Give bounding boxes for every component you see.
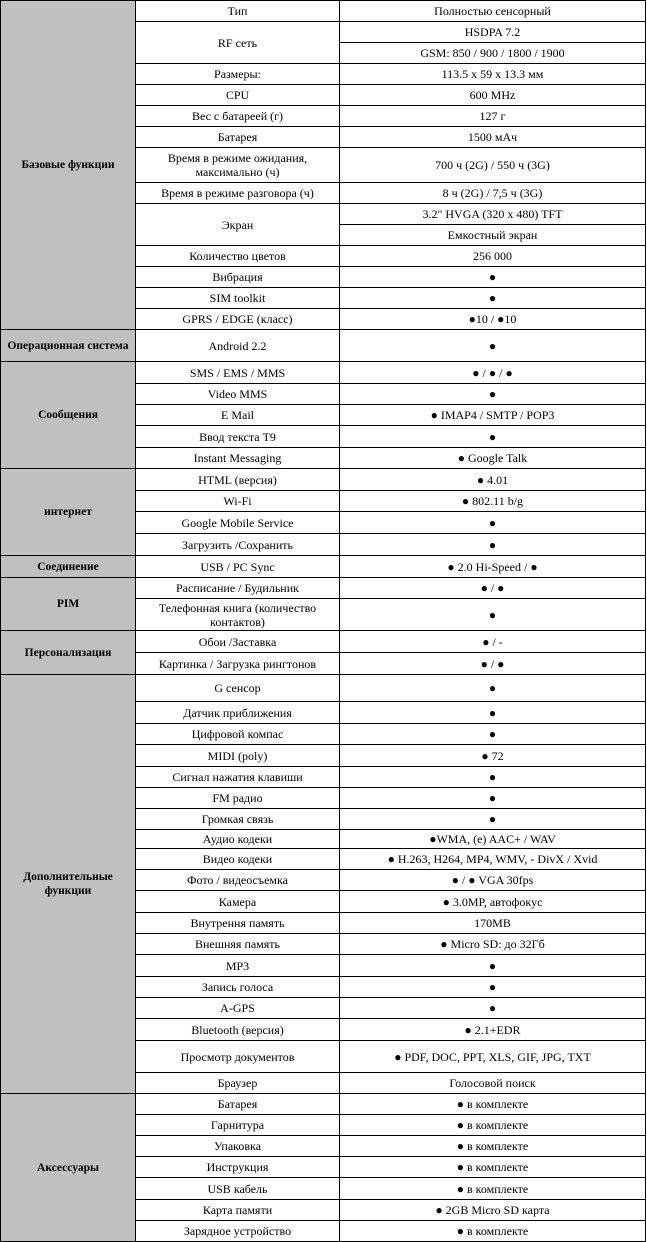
- table-row: [1, 578, 646, 599]
- feature-cell: Зарядное устройство: [136, 1221, 340, 1242]
- table-row: [1, 330, 646, 362]
- value-cell: Голосовой поиск: [340, 1073, 646, 1094]
- value-cell: Емкостный экран: [340, 225, 646, 246]
- value-cell: ●: [340, 267, 646, 288]
- feature-cell: SIM toolkit: [136, 288, 340, 309]
- feature-cell: Размеры:: [136, 64, 340, 85]
- category-cell: интернет: [1, 469, 136, 556]
- feature-cell: Android 2.2: [136, 330, 340, 362]
- value-cell: ● Google Talk: [340, 448, 646, 469]
- feature-cell: Аудио кодеки: [136, 830, 340, 849]
- feature-cell: Экран: [136, 204, 340, 246]
- feature-cell: Браузер: [136, 1073, 340, 1094]
- feature-cell: Ввод текста T9: [136, 426, 340, 448]
- feature-cell: GPRS / EDGE (класс): [136, 309, 340, 330]
- value-cell: ●: [340, 599, 646, 631]
- feature-cell: Время в режиме ожидания, максимально (ч): [136, 148, 340, 183]
- value-cell: HSDPA 7.2: [340, 22, 646, 43]
- feature-cell: Батарея: [136, 1094, 340, 1115]
- value-cell: ● Micro SD: до 32Гб: [340, 934, 646, 955]
- table-row: [1, 1, 646, 22]
- value-cell: ●: [340, 702, 646, 724]
- feature-cell: RF сеть: [136, 22, 340, 64]
- feature-cell: USB кабель: [136, 1178, 340, 1200]
- value-cell: ●: [340, 788, 646, 809]
- value-cell: ●: [340, 534, 646, 556]
- value-cell: ● PDF, DOC, PPT, XLS, GIF, JPG, TXT: [340, 1041, 646, 1073]
- feature-cell: CPU: [136, 85, 340, 106]
- value-cell: ● IMAP4 / SMTP / POP3: [340, 405, 646, 426]
- category-cell: Соединение: [1, 556, 136, 578]
- table-row: [1, 469, 646, 491]
- feature-cell: Картинка / Загрузка рингтонов: [136, 653, 340, 675]
- feature-cell: Запись голоса: [136, 977, 340, 998]
- value-cell: 113.5 x 59 x 13.3 мм: [340, 64, 646, 85]
- value-cell: ● / ●: [340, 578, 646, 599]
- value-cell: ● 2.0 Hi-Speed / ●: [340, 556, 646, 578]
- feature-cell: HTML (версия): [136, 469, 340, 491]
- category-cell: PIM: [1, 578, 136, 631]
- value-cell: ● в комплекте: [340, 1094, 646, 1115]
- table-row: [1, 675, 646, 702]
- value-cell: 256 000: [340, 246, 646, 267]
- value-cell: ●: [340, 384, 646, 405]
- feature-cell: MIDI (poly): [136, 745, 340, 767]
- feature-cell: Время в режиме разговора (ч): [136, 183, 340, 204]
- category-cell: Дополнительные функции: [1, 675, 136, 1094]
- feature-cell: Камера: [136, 891, 340, 913]
- feature-cell: MP3: [136, 955, 340, 977]
- feature-cell: Количество цветов: [136, 246, 340, 267]
- value-cell: ●: [340, 977, 646, 998]
- feature-cell: Внешняя память: [136, 934, 340, 955]
- feature-cell: Video MMS: [136, 384, 340, 405]
- feature-cell: Инструкция: [136, 1157, 340, 1178]
- value-cell: ● в комплекте: [340, 1157, 646, 1178]
- feature-cell: Обои /Заставка: [136, 631, 340, 653]
- value-cell: 1500 мАч: [340, 127, 646, 148]
- value-cell: ● 72: [340, 745, 646, 767]
- category-cell: Аксессуары: [1, 1094, 136, 1242]
- feature-cell: Цифровой компас: [136, 724, 340, 745]
- value-cell: ● в комплекте: [340, 1115, 646, 1136]
- value-cell: ●: [340, 330, 646, 362]
- feature-cell: Карта памяти: [136, 1200, 340, 1221]
- value-cell: ●10 / ●10: [340, 309, 646, 330]
- feature-cell: SMS / EMS / MMS: [136, 362, 340, 384]
- spec-table-body: [1, 1, 646, 1242]
- feature-cell: Датчик приближения: [136, 702, 340, 724]
- value-cell: ● / -: [340, 631, 646, 653]
- value-cell: ● 2.1+EDR: [340, 1019, 646, 1041]
- feature-cell: Видео кодеки: [136, 849, 340, 870]
- feature-cell: Батарея: [136, 127, 340, 148]
- value-cell: ●: [340, 998, 646, 1019]
- feature-cell: Телефонная книга (количество контактов): [136, 599, 340, 631]
- value-cell: 600 MHz: [340, 85, 646, 106]
- feature-cell: Тип: [136, 1, 340, 22]
- table-row: [1, 556, 646, 578]
- value-cell: ● в комплекте: [340, 1178, 646, 1200]
- category-cell: Базовые функции: [1, 1, 136, 330]
- feature-cell: Расписание / Будильник: [136, 578, 340, 599]
- value-cell: ●: [340, 955, 646, 977]
- value-cell: ● / ● / ●: [340, 362, 646, 384]
- value-cell: ● в комплекте: [340, 1221, 646, 1242]
- feature-cell: Instant Messaging: [136, 448, 340, 469]
- feature-cell: Загрузить /Сохранить: [136, 534, 340, 556]
- category-cell: Персонализация: [1, 631, 136, 675]
- value-cell: ●WMA, (e) AAC+ / WAV: [340, 830, 646, 849]
- feature-cell: FM радио: [136, 788, 340, 809]
- category-cell: Операционная система: [1, 330, 136, 362]
- feature-cell: Bluetooth (версия): [136, 1019, 340, 1041]
- feature-cell: Громкая связь: [136, 809, 340, 830]
- feature-cell: USB / PC Sync: [136, 556, 340, 578]
- category-cell: Сообщения: [1, 362, 136, 469]
- value-cell: ● 3.0MP, автофокус: [340, 891, 646, 913]
- value-cell: ● 802.11 b/g: [340, 491, 646, 512]
- table-row: [1, 362, 646, 384]
- feature-cell: Внутрення память: [136, 913, 340, 934]
- value-cell: ●: [340, 809, 646, 830]
- feature-cell: Сигнал нажатия клавиши: [136, 767, 340, 788]
- feature-cell: A-GPS: [136, 998, 340, 1019]
- value-cell: ●: [340, 512, 646, 534]
- value-cell: 3.2" HVGA (320 x 480) TFT: [340, 204, 646, 225]
- value-cell: Полностью сенсорный: [340, 1, 646, 22]
- feature-cell: Упаковка: [136, 1136, 340, 1157]
- table-row: [1, 631, 646, 653]
- value-cell: 8 ч (2G) / 7,5 ч (3G): [340, 183, 646, 204]
- feature-cell: Фото / видеосъемка: [136, 870, 340, 891]
- value-cell: 170MB: [340, 913, 646, 934]
- feature-cell: Просмотр документов: [136, 1041, 340, 1073]
- value-cell: ● / ● VGA 30fps: [340, 870, 646, 891]
- feature-cell: G сенсор: [136, 675, 340, 702]
- value-cell: ● H.263, H264, MP4, WMV, - DivX / Xvid: [340, 849, 646, 870]
- feature-cell: Вес с батареей (г): [136, 106, 340, 127]
- value-cell: ● 2GB Micro SD карта: [340, 1200, 646, 1221]
- feature-cell: Гарнитура: [136, 1115, 340, 1136]
- value-cell: ●: [340, 288, 646, 309]
- value-cell: ●: [340, 675, 646, 702]
- feature-cell: Вибрация: [136, 267, 340, 288]
- value-cell: GSM: 850 / 900 / 1800 / 1900: [340, 43, 646, 64]
- feature-cell: Google Mobile Service: [136, 512, 340, 534]
- value-cell: ●: [340, 767, 646, 788]
- value-cell: ●: [340, 426, 646, 448]
- value-cell: 127 г: [340, 106, 646, 127]
- value-cell: ● / ●: [340, 653, 646, 675]
- value-cell: ● в комплекте: [340, 1136, 646, 1157]
- value-cell: 700 ч (2G) / 550 ч (3G): [340, 148, 646, 183]
- value-cell: ● 4.01: [340, 469, 646, 491]
- table-row: [1, 1094, 646, 1115]
- feature-cell: E Mail: [136, 405, 340, 426]
- value-cell: ●: [340, 724, 646, 745]
- feature-cell: Wi-Fi: [136, 491, 340, 512]
